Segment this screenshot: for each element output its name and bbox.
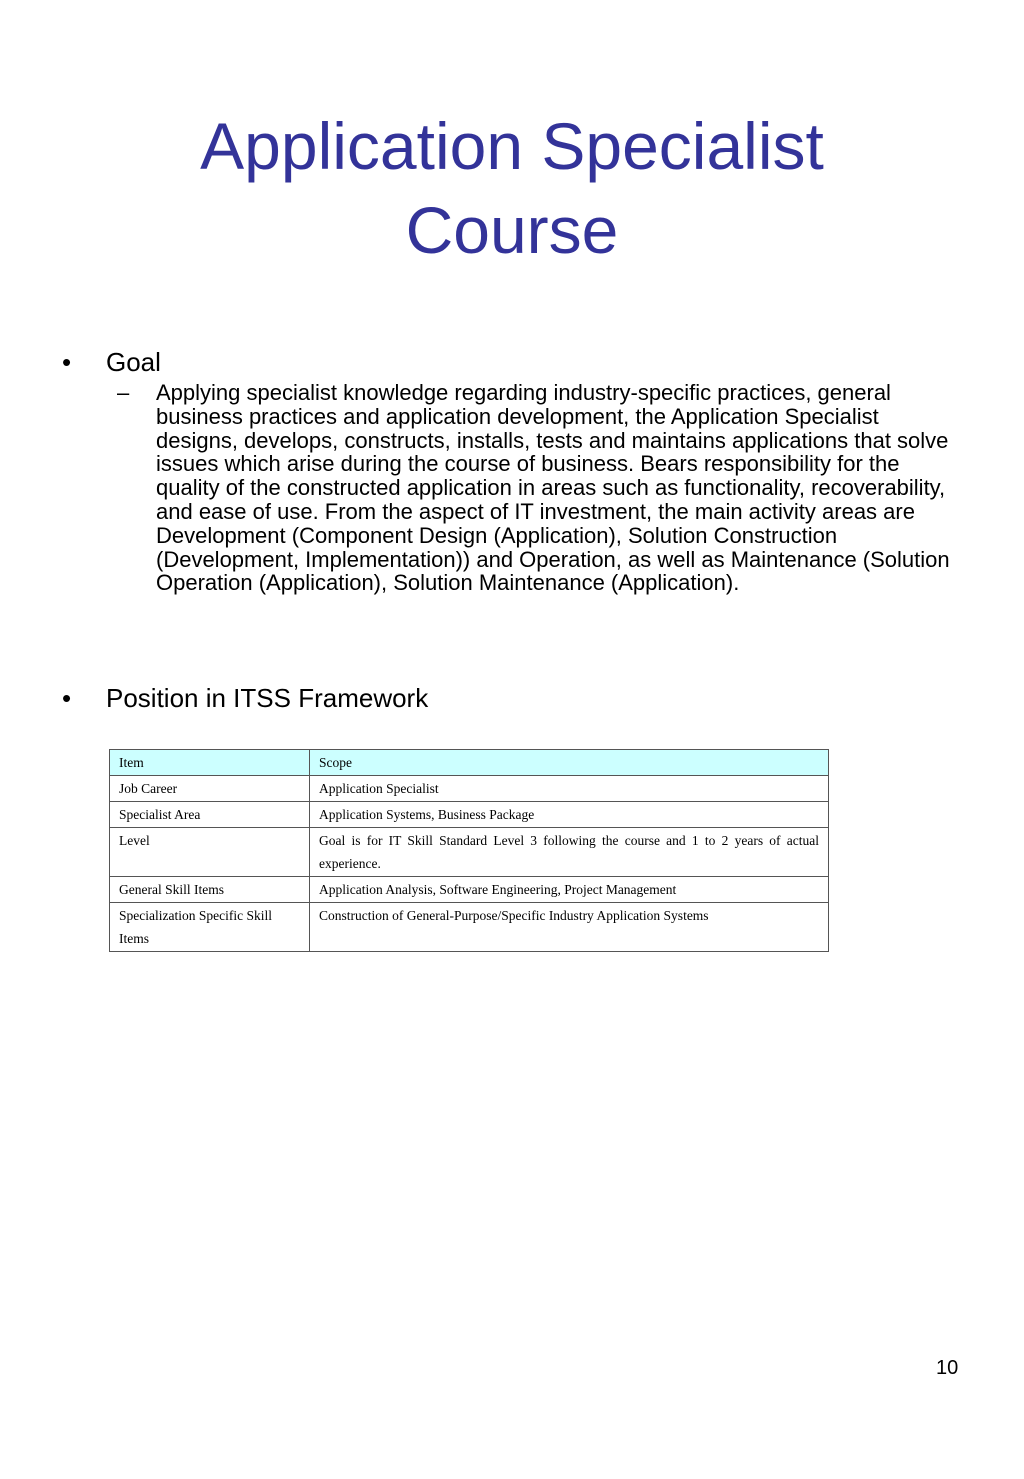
table-cell-item: Level: [110, 828, 310, 877]
slide-title-line-2: Course: [405, 193, 619, 267]
table-row: [110, 802, 829, 828]
page-number: 10: [936, 1357, 959, 1379]
bullet-position-heading: Position in ITSS Framework: [106, 683, 429, 713]
table-row: [110, 776, 829, 802]
slide-title-line-1: Application Specialist: [200, 109, 824, 183]
table-cell-item: Specialist Area: [110, 802, 310, 828]
table-cell-item: Job Career: [110, 776, 310, 802]
table-header-row: [110, 750, 829, 776]
itss-framework-table: [109, 749, 829, 952]
table-cell-scope: Application Systems, Business Package: [310, 802, 829, 828]
table-cell-scope: Application Specialist: [310, 776, 829, 802]
goal-description-text: Applying specialist knowledge regarding industry-specific practices, general business practices and application development, the Application Specialist designs, develops, constructs, installs, tests and maintains applications that solve issues which arise during the course of business. Bears responsibility for the quality of the constructed application in areas such as functionality, recoverability, and ease of use. From the aspect of IT investment, the main activity areas are Development (Component Design (Application), Solution Construction (Development, Implementation)) and Operation, as well as Maintenance (Solution Operation (Application), Solution Maintenance (Application).: [156, 380, 950, 596]
bullet-dot-icon: •: [62, 347, 72, 377]
table-header-item: Item: [110, 750, 310, 776]
table-cell-item: General Skill Items: [110, 877, 310, 903]
table-cell-scope: Application Analysis, Software Engineering, Project Management: [310, 877, 829, 903]
table-row: [110, 828, 829, 877]
bullet-dot-icon: •: [62, 683, 72, 713]
dash-icon: –: [117, 380, 130, 405]
table-cell-scope: Goal is for IT Skill Standard Level 3 following the course and 1 to 2 years of actual experience.: [310, 828, 829, 877]
slide-title: [0, 104, 1024, 272]
table-header-scope: Scope: [310, 750, 829, 776]
table-cell-scope: Construction of General-Purpose/Specific Industry Application Systems: [310, 903, 829, 952]
bullet-goal-heading: Goal: [106, 347, 161, 377]
table-cell-item: Specialization Specific Skill Items: [110, 903, 310, 952]
table-row: [110, 903, 829, 952]
table-row: [110, 877, 829, 903]
